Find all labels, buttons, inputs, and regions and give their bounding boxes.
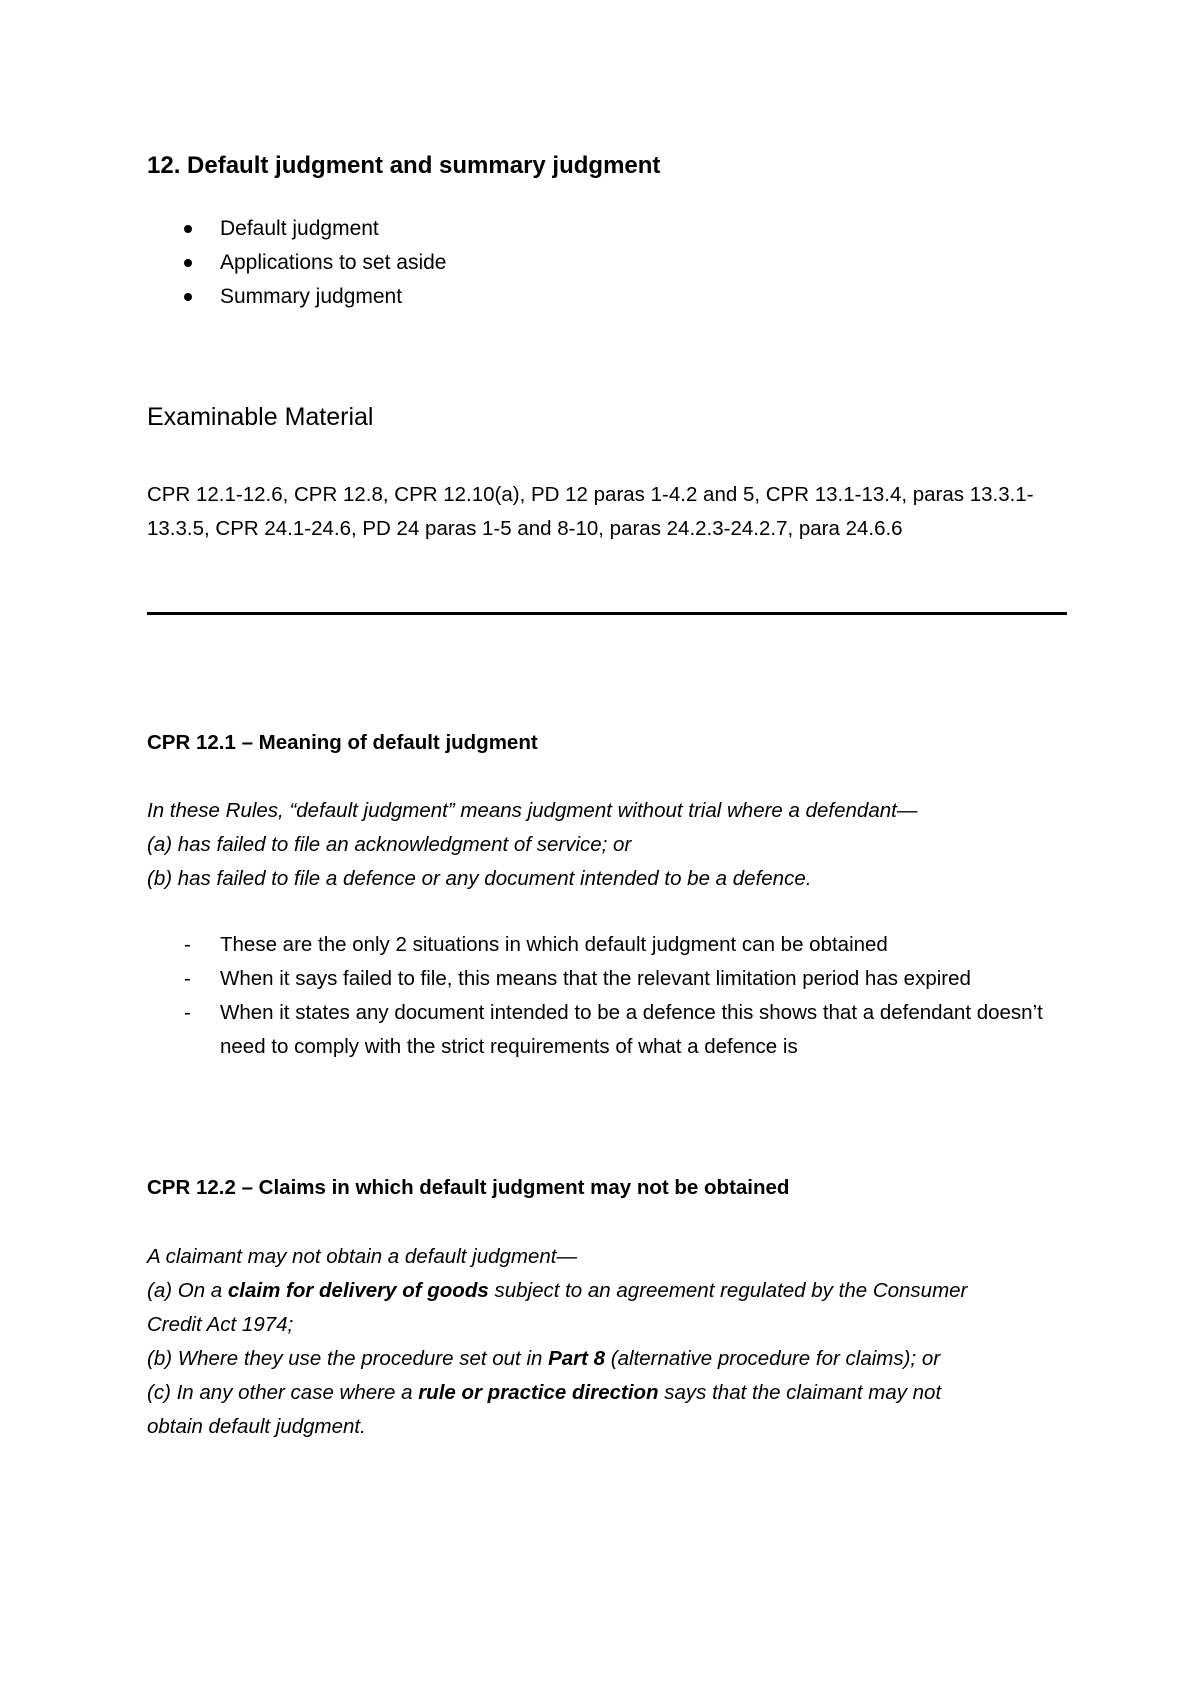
- dash-icon: -: [184, 933, 191, 956]
- bullet-icon: [184, 225, 192, 233]
- page-title: 12. Default judgment and summary judgment: [147, 152, 661, 179]
- examinable-heading: Examinable Material: [147, 403, 374, 431]
- dash-icon: -: [184, 1001, 191, 1024]
- bullet-icon: [184, 259, 192, 267]
- dash-icon: -: [184, 967, 191, 990]
- list-item: - When it says failed to file, this means that the relevant limitation period has expired: [147, 962, 1067, 996]
- clause-a: (a) On a claim for delivery of goods subject to an agreement regulated by the Consumer: [147, 1279, 968, 1302]
- list-item: Default judgment: [147, 212, 446, 246]
- notes-list: [147, 928, 1067, 1064]
- list-item: Applications to set aside: [147, 246, 446, 280]
- topic-list: [147, 212, 446, 314]
- section-heading: CPR 12.1 – Meaning of default judgment: [147, 731, 538, 754]
- list-item: - These are the only 2 situations in which default judgment can be obtained: [147, 928, 1067, 962]
- divider: [147, 612, 1067, 615]
- rule-quote: In these Rules, “default judgment” means judgment without trial where a defendant— (a) has failed to file an acknowledgment of service; or (b) has failed to file a defence or any document intended to be a defence.: [147, 799, 918, 890]
- section-heading: CPR 12.2 – Claims in which default judgment may not be obtained: [147, 1176, 790, 1199]
- bullet-icon: [184, 293, 192, 301]
- list-item: - When it states any document intended to be a defence this shows that a defendant doesn’t need to comply with the strict requirements of what a defence is: [147, 996, 1067, 1064]
- list-item: Summary judgment: [147, 280, 446, 314]
- rule-quote: A claimant may not obtain a default judgment— (a) On a claim for delivery of goods subject to an agreement regulated by the Consumer Credit Act 1974; (b) Where they use the procedure set out in Part 8 (alternative procedure for claims); or (c) In any other case where a rule or practice direction says that the claimant may not obtain default judgment.: [147, 1240, 1067, 1444]
- clause-c: (c) In any other case where a rule or practice direction says that the claimant may not: [147, 1381, 942, 1404]
- clause-b: (b) Where they use the procedure set out in Part 8 (alternative procedure for claims); or: [147, 1347, 941, 1370]
- examinable-text: CPR 12.1-12.6, CPR 12.8, CPR 12.10(a), PD 12 paras 1-4.2 and 5, CPR 13.1-13.4, paras 13.3.1- 13.3.5, CPR 24.1-24.6, PD 24 paras 1-5 and 8-10, paras 24.2.3-24.2.7, para 24.6.6: [147, 483, 1034, 540]
